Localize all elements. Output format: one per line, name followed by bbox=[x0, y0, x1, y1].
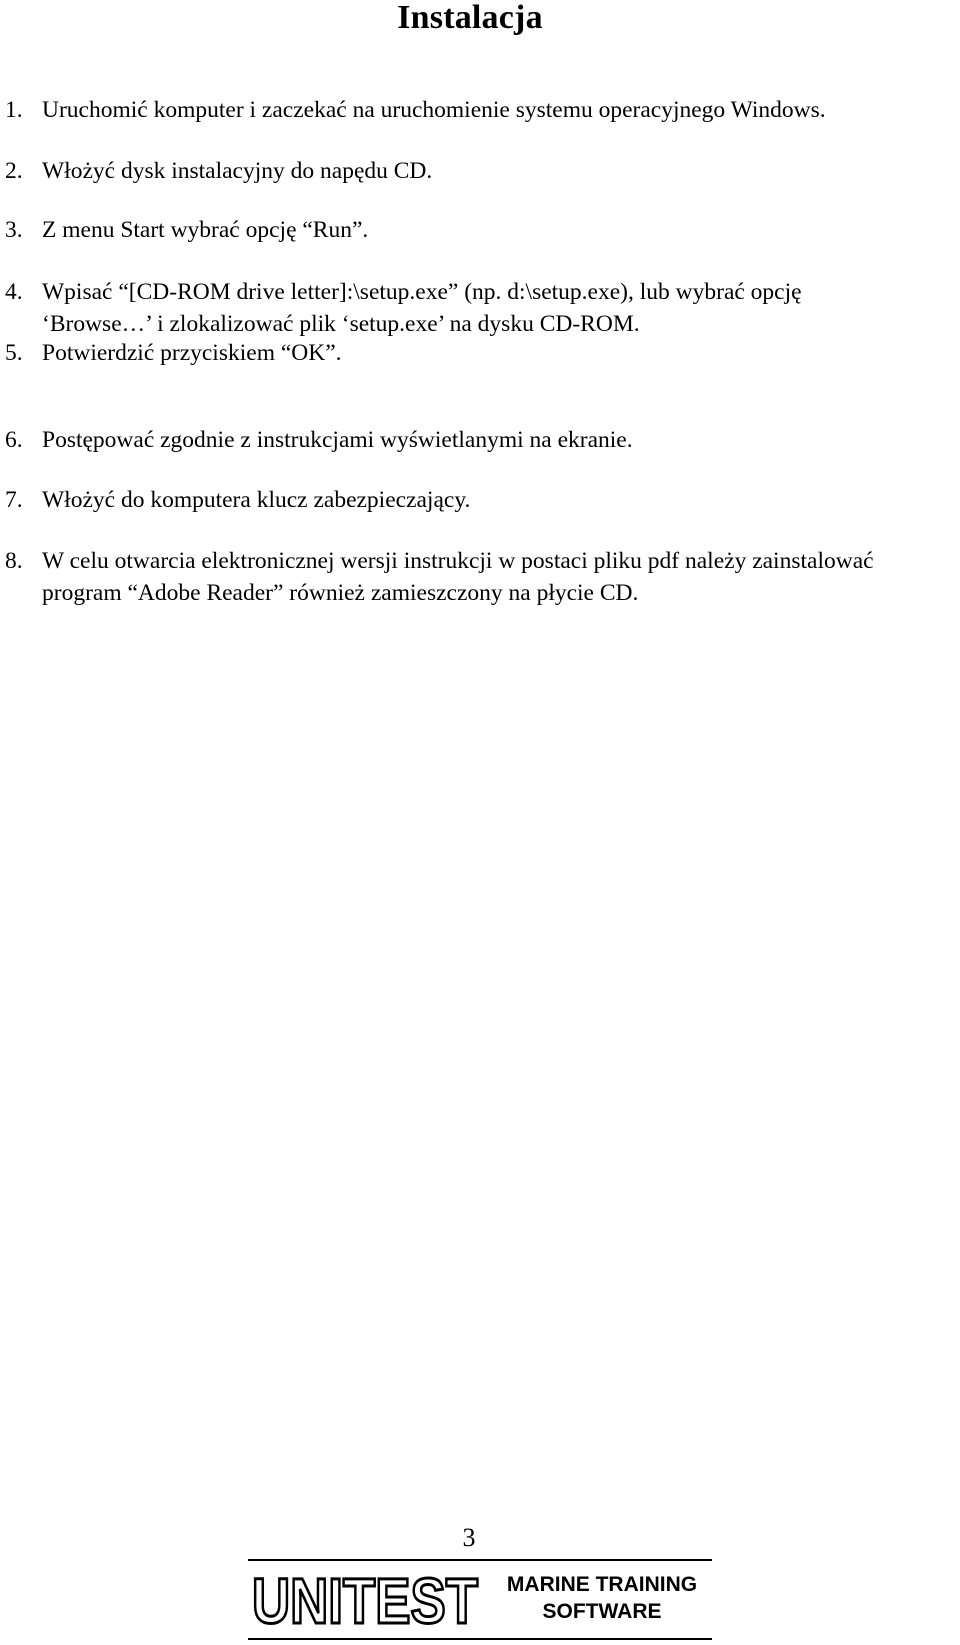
step-text: Potwierdzić przyciskiem “OK”. bbox=[42, 340, 342, 366]
page-title: Instalacja bbox=[397, 0, 543, 36]
step-text: Postępować zgodnie z instrukcjami wyświetlanymi na ekranie. bbox=[42, 427, 633, 453]
instruction-step-8 bbox=[5, 545, 915, 609]
footer-divider-bottom bbox=[248, 1638, 712, 1640]
step-text: Włożyć dysk instalacyjny do napędu CD. bbox=[42, 158, 433, 184]
instruction-step-7 bbox=[5, 484, 915, 516]
tagline-line-2: SOFTWARE bbox=[542, 1600, 662, 1623]
step-number: 6. bbox=[5, 427, 23, 453]
step-text: W celu otwarcia elektronicznej wersji instrukcji w postaci pliku pdf należy zainstalować program “Adobe Reader” również zamieszczony na płycie CD. bbox=[42, 548, 874, 606]
step-number: 2. bbox=[5, 158, 23, 184]
tagline-line-1: MARINE TRAINING bbox=[506, 1573, 698, 1596]
instruction-step-6 bbox=[5, 424, 915, 456]
instruction-step-3 bbox=[5, 214, 915, 246]
step-number: 3. bbox=[5, 217, 23, 243]
unitest-logo bbox=[250, 1565, 482, 1637]
step-text: Włożyć do komputera klucz zabezpieczający. bbox=[42, 487, 471, 513]
step-number: 8. bbox=[5, 548, 23, 574]
instruction-step-2 bbox=[5, 155, 915, 187]
step-number: 1. bbox=[5, 97, 23, 123]
step-text: Z menu Start wybrać opcję “Run”. bbox=[42, 217, 369, 243]
footer-divider-top bbox=[248, 1559, 712, 1561]
step-text: Wpisać “[CD-ROM drive letter]:\setup.exe” (np. d:\setup.exe), lub wybrać opcję ‘Browse…’ i zlokalizować plik ‘setup.exe’ na dysku CD-ROM. bbox=[42, 279, 802, 337]
step-number: 5. bbox=[5, 340, 23, 366]
instruction-step-1 bbox=[5, 94, 915, 126]
step-number: 4. bbox=[5, 279, 23, 305]
logo-wordmark: UNITEST bbox=[252, 1565, 478, 1637]
step-number: 7. bbox=[5, 487, 23, 513]
page-number: 3 bbox=[462, 1523, 476, 1552]
instruction-step-5 bbox=[5, 337, 915, 369]
step-text: Uruchomić komputer i zaczekać na uruchomienie systemu operacyjnego Windows. bbox=[42, 97, 826, 123]
footer-tagline bbox=[492, 1571, 712, 1625]
instruction-step-4 bbox=[5, 276, 915, 340]
